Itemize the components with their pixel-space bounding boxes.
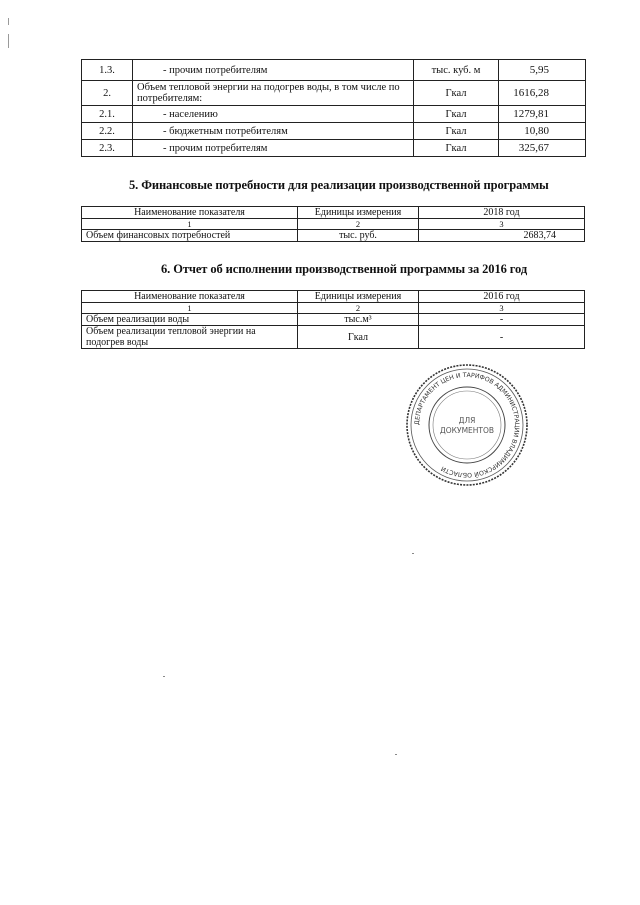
unit-cell: Гкал — [298, 326, 419, 349]
value-cell: 10,80 — [499, 123, 586, 140]
table-row — [82, 106, 586, 123]
row-number: 2.2. — [82, 123, 133, 140]
header-cell: 2018 год — [419, 207, 585, 219]
row-number: 2.1. — [82, 106, 133, 123]
value-cell: 5,95 — [499, 60, 586, 81]
value-cell: 2683,74 — [419, 230, 585, 242]
official-stamp — [404, 362, 530, 488]
column-index-row — [82, 219, 585, 230]
scan-speck — [395, 754, 397, 755]
indicator-name: - прочим потребителям — [133, 60, 414, 81]
stamp-center-line-2: ДОКУМЕНТОВ — [439, 426, 495, 435]
financial-needs-table — [81, 206, 585, 242]
indicator-name: - бюджетным потребителям — [133, 123, 414, 140]
index-cell: 1 — [82, 219, 298, 230]
header-cell: Единицы измерения — [298, 207, 419, 219]
indicator-name: Объем финансовых потребностей — [82, 230, 298, 242]
header-cell: 2016 год — [419, 291, 585, 303]
value-cell: 1279,81 — [499, 106, 586, 123]
index-cell: 2 — [298, 219, 419, 230]
scan-mark — [8, 18, 9, 25]
header-cell: Единицы измерения — [298, 291, 419, 303]
table-header-row — [82, 207, 585, 219]
section-5-title: 5. Финансовые потребности для реализации производственной программы — [129, 178, 549, 192]
table-row — [82, 60, 586, 81]
index-cell: 2 — [298, 303, 419, 314]
table-row — [82, 81, 586, 106]
stamp-center-line-1: ДЛЯ — [458, 416, 476, 425]
unit-cell: тыс. куб. м — [414, 60, 499, 81]
value-cell: 1616,28 — [499, 81, 586, 106]
indicator-name: Объем реализации тепловой энергии на подогрев воды — [82, 326, 298, 349]
program-report-table — [81, 290, 585, 349]
table-header-row — [82, 291, 585, 303]
header-cell: Наименование показателя — [82, 291, 298, 303]
stamp-ring-path-text: ДЕПАРТАМЕНТ ЦЕН И ТАРИФОВ АДМИНИСТРАЦИИ ВЛАДИМИРСКОЙ ОБЛАСТИ — [413, 371, 521, 479]
table-row — [82, 140, 586, 157]
consumption-table — [81, 59, 586, 157]
scan-mark — [8, 34, 9, 48]
indicator-name: - населению — [133, 106, 414, 123]
table-row — [82, 123, 586, 140]
indicator-name: Объем реализации воды — [82, 314, 298, 326]
table-row — [82, 326, 585, 349]
value-cell: 325,67 — [499, 140, 586, 157]
indicator-name: - прочим потребителям — [133, 140, 414, 157]
index-cell: 3 — [419, 303, 585, 314]
value-cell: - — [419, 314, 585, 326]
scan-speck — [163, 676, 165, 677]
row-number: 1.3. — [82, 60, 133, 81]
row-number: 2. — [82, 81, 133, 106]
index-cell: 3 — [419, 219, 585, 230]
index-cell: 1 — [82, 303, 298, 314]
scan-speck — [412, 553, 414, 554]
unit-cell: Гкал — [414, 140, 499, 157]
unit-cell: Гкал — [414, 123, 499, 140]
value-cell: - — [419, 326, 585, 349]
header-cell: Наименование показателя — [82, 207, 298, 219]
section-6-title: 6. Отчет об исполнении производственной программы за 2016 год — [161, 262, 528, 276]
unit-cell: тыс.м³ — [298, 314, 419, 326]
column-index-row — [82, 303, 585, 314]
unit-cell: Гкал — [414, 106, 499, 123]
table-row — [82, 314, 585, 326]
unit-cell: Гкал — [414, 81, 499, 106]
row-number: 2.3. — [82, 140, 133, 157]
table-row — [82, 230, 585, 242]
unit-cell: тыс. руб. — [298, 230, 419, 242]
indicator-name: Объем тепловой энергии на подогрев воды, в том числе по потребителям: — [133, 81, 414, 106]
